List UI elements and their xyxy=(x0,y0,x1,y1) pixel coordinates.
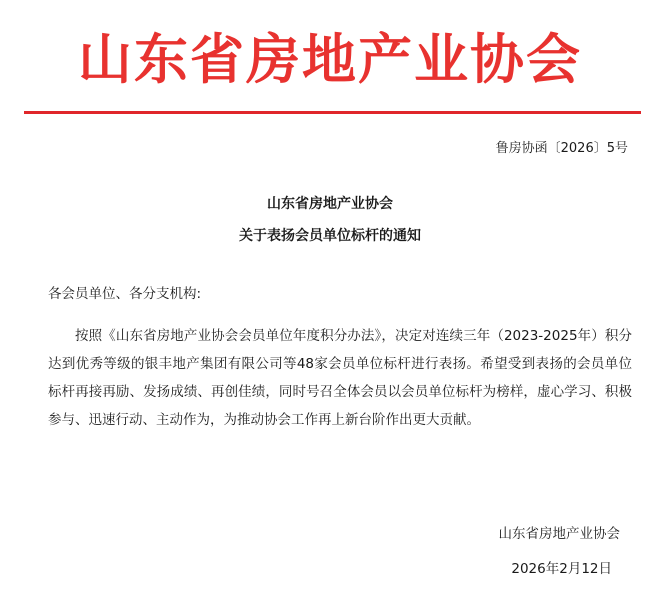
salutation: 各会员单位、各分支机构: xyxy=(48,286,202,302)
issue-date: 2026年2月12日 xyxy=(511,561,612,577)
red-divider xyxy=(24,111,641,114)
issuer-signature: 山东省房地产业协会 xyxy=(498,526,620,542)
document-title-line-2: 关于表扬会员单位标杆的通知 xyxy=(239,228,421,244)
masthead-title: 山东省房地产业协会 xyxy=(78,28,582,91)
document-number: 鲁房协函〔2026〕5号 xyxy=(495,141,628,156)
body-paragraph: 按照《山东省房地产业协会会员单位年度积分办法》，决定对连续三年（2023-2025年）积分达到优秀等级的银丰地产集团有限公司等48家会员单位标杆进行表扬。希望受到表扬的会员单位标杆再接再励、发扬成绩、再创佳绩，同时号召全体会员以会员单位标杆为榜样，虚心学习、积极参与、迅速行动、主动作为，为推动协会工作再上新台阶作出更大贡献。 xyxy=(48,328,632,428)
document-title-line-1: 山东省房地产业协会 xyxy=(267,196,393,212)
